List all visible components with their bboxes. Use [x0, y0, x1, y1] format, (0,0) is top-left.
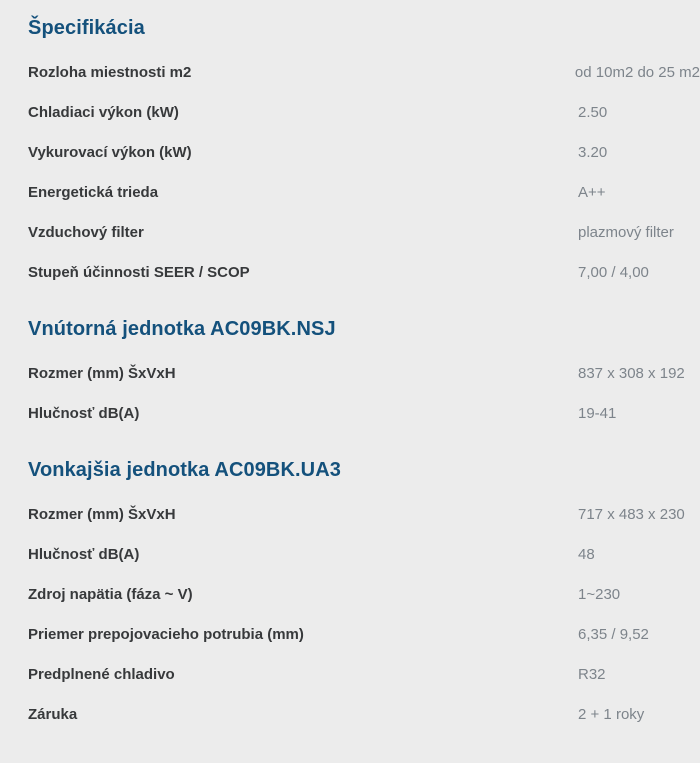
spec-row-label: Energetická trieda — [28, 183, 159, 201]
spec-row-label: Vzduchový filter — [28, 223, 144, 241]
spec-row-value: A++ — [578, 183, 606, 201]
spec-row-value: 717 x 483 x 230 — [578, 505, 685, 523]
spec-row — [28, 494, 700, 534]
spec-row-value: 3.20 — [578, 143, 608, 161]
spec-row-label: Vykurovací výkon (kW) — [28, 143, 192, 161]
spec-section — [28, 14, 700, 292]
spec-row — [28, 132, 700, 172]
spec-row-label: Zdroj napätia (fáza ~ V) — [28, 585, 193, 603]
spec-row — [28, 252, 700, 292]
spec-row-label: Rozmer (mm) ŠxVxH — [28, 364, 176, 382]
spec-row-label: Stupeň účinnosti SEER / SCOP — [28, 263, 250, 281]
spec-row-value: 19-41 — [578, 404, 617, 422]
spec-row — [28, 353, 700, 393]
spec-row — [28, 654, 700, 694]
spec-row — [28, 172, 700, 212]
spec-row-value: 2 + 1 roky — [578, 705, 645, 723]
spec-row — [28, 393, 700, 433]
spec-row-value: R32 — [578, 665, 606, 683]
spec-row-label: Predplnené chladivo — [28, 665, 175, 683]
spec-section — [28, 456, 700, 734]
spec-row-label: Hlučnosť dB(A) — [28, 545, 140, 563]
spec-row-value: 48 — [578, 545, 595, 563]
spec-section — [28, 315, 700, 433]
spec-rows — [28, 494, 700, 734]
spec-row — [28, 212, 700, 252]
spec-rows — [28, 353, 700, 433]
spec-panel — [0, 14, 700, 763]
spec-row-value: plazmový filter — [578, 223, 674, 241]
spec-row-label: Chladiaci výkon (kW) — [28, 103, 179, 121]
spec-row — [28, 574, 700, 614]
spec-row-value: 6,35 / 9,52 — [578, 625, 649, 643]
spec-rows — [28, 52, 700, 292]
spec-row — [28, 534, 700, 574]
spec-row-label: Rozloha miestnosti m2 — [28, 63, 192, 81]
spec-row-value: 837 x 308 x 192 — [578, 364, 685, 382]
spec-row-label: Záruka — [28, 705, 78, 723]
spec-row — [28, 614, 700, 654]
section-title: Špecifikácia — [28, 17, 145, 39]
spec-row-label: Priemer prepojovacieho potrubia (mm) — [28, 625, 304, 643]
spec-row — [28, 694, 700, 734]
section-title: Vonkajšia jednotka AC09BK.UA3 — [28, 459, 341, 481]
spec-row-label: Rozmer (mm) ŠxVxH — [28, 505, 176, 523]
spec-row-value: 1~230 — [578, 585, 621, 603]
spec-row-value: 7,00 / 4,00 — [578, 263, 649, 281]
spec-row-value: od 10m2 do 25 m2 — [574, 63, 700, 81]
spec-row-label: Hlučnosť dB(A) — [28, 404, 140, 422]
spec-row — [28, 52, 700, 92]
spec-row-value: 2.50 — [578, 103, 608, 121]
section-title: Vnútorná jednotka AC09BK.NSJ — [28, 318, 336, 340]
spec-row — [28, 92, 700, 132]
